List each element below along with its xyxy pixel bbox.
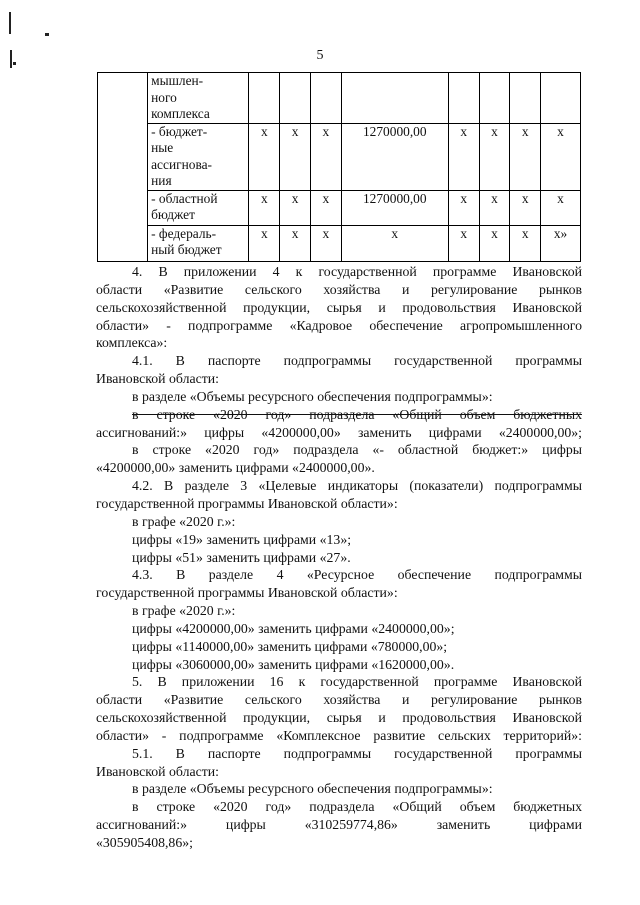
table-cell: х <box>249 190 280 225</box>
table-row <box>98 190 581 225</box>
text-line: в графе «2020 г.»: <box>132 513 236 529</box>
table-cell: х <box>310 123 341 190</box>
table-row-name: - областной бюджет <box>148 190 249 225</box>
table-cell <box>448 73 479 124</box>
text-line: 4.2. В разделе 3 «Целевые индикаторы (показатели) подпрограммы <box>132 478 582 494</box>
scan-margin-mark <box>45 33 49 36</box>
text-line: области «Развитие сельского хозяйства и регулирование рынков <box>96 692 582 708</box>
text-line: в строке «2020 год» подраздела «Общий объем бюджетных <box>132 799 582 815</box>
text-line: ассигнований:» цифры «310259774,86» заменить цифрами <box>96 817 582 833</box>
text-line: 4.3. В разделе 4 «Ресурсное обеспечение подпрограммы <box>132 567 582 583</box>
text-line: сельскохозяйственной продукции, сырья и продовольствия Ивановской <box>96 299 582 315</box>
text-line: в строке «2020 год» подраздела «- областной бюджет:» цифры <box>132 442 582 458</box>
text-line: государственной программы Ивановской области»: <box>96 495 398 511</box>
text-line: 5.1. В паспорте подпрограммы государственной программы <box>132 745 582 761</box>
text-line: цифры «4200000,00» заменить цифрами «2400000,00»; <box>132 620 455 636</box>
amendment-text <box>96 263 582 852</box>
table-row <box>98 123 581 190</box>
table-row-name: - федераль- ный бюджет <box>148 225 249 261</box>
table-cell: х <box>448 225 479 261</box>
table-row <box>98 225 581 261</box>
table-cell: х <box>448 190 479 225</box>
text-line: области «Развитие сельского хозяйства и регулирование рынков <box>96 281 582 297</box>
table-cell <box>541 73 581 124</box>
table-row <box>98 73 581 124</box>
table-cell: х <box>310 225 341 261</box>
table-cell: х <box>280 190 311 225</box>
table-cell: х <box>510 190 541 225</box>
table-cell <box>310 73 341 124</box>
text-line: в графе «2020 г.»: <box>132 603 236 619</box>
text-line: комплекса»: <box>96 335 168 351</box>
text-line: цифры «1140000,00» заменить цифрами «780000,00»; <box>132 638 448 654</box>
text-line-struck: в строке «2020 год» подраздела «Общий объем бюджетных <box>132 406 582 422</box>
table-cell: х <box>249 225 280 261</box>
text-line: Ивановской области: <box>96 371 219 387</box>
table-cell <box>341 73 448 124</box>
table-cell: х <box>479 123 510 190</box>
table-cell: х <box>310 190 341 225</box>
table-cell: х <box>541 190 581 225</box>
text-line: области» - подпрограмме «Комплексное развитие сельских территорий»: <box>96 727 582 743</box>
table-cell: х <box>541 123 581 190</box>
text-line: области» - подпрограмме «Кадровое обеспечение агропромышленного <box>96 317 582 333</box>
resource-table <box>97 72 581 262</box>
text-line: Ивановской области: <box>96 763 219 779</box>
text-line: 5. В приложении 16 к государственной программе Ивановской <box>132 674 582 690</box>
table-cell <box>479 73 510 124</box>
table-cell: х <box>249 123 280 190</box>
text-line: цифры «51» заменить цифрами «27». <box>132 549 351 565</box>
table-cell: х <box>479 190 510 225</box>
table-cell: х <box>341 225 448 261</box>
table-cell: х <box>280 225 311 261</box>
text-line: сельскохозяйственной продукции, сырья и продовольствия Ивановской <box>96 710 582 726</box>
text-line: ассигнований:» цифры «4200000,00» заменить цифрами «2400000,00»; <box>96 424 582 440</box>
table-cell <box>249 73 280 124</box>
text-line: цифры «19» заменить цифрами «13»; <box>132 531 352 547</box>
text-line: 4.1. В паспорте подпрограммы государственной программы <box>132 353 582 369</box>
table-cell: х <box>479 225 510 261</box>
text-line: «4200000,00» заменить цифрами «2400000,00». <box>96 460 375 476</box>
table-cell: х <box>280 123 311 190</box>
table-cell: х <box>510 123 541 190</box>
page-number: 5 <box>316 48 324 63</box>
scan-margin-mark <box>9 12 11 34</box>
table-cell: 1270000,00 <box>341 190 448 225</box>
text-line: цифры «3060000,00» заменить цифрами «1620000,00». <box>132 656 455 672</box>
text-line: в разделе «Объемы ресурсного обеспечения подпрограммы»: <box>132 781 493 797</box>
table-cell: х <box>448 123 479 190</box>
text-line: «305905408,86»; <box>96 835 193 850</box>
table-cell: 1270000,00 <box>341 123 448 190</box>
text-line: 4. В приложении 4 к государственной программе Ивановской <box>132 264 582 279</box>
table-cell <box>280 73 311 124</box>
table-cell <box>98 73 148 262</box>
table-cell: х» <box>541 225 581 261</box>
table-cell <box>510 73 541 124</box>
table-row-name: - бюджет- ные ассигнова- ния <box>148 123 249 190</box>
table-row-name: мышлен- ного комплекса <box>148 73 249 124</box>
text-line: в разделе «Объемы ресурсного обеспечения подпрограммы»: <box>132 388 493 404</box>
text-line: государственной программы Ивановской области»: <box>96 585 398 601</box>
table-cell: х <box>510 225 541 261</box>
